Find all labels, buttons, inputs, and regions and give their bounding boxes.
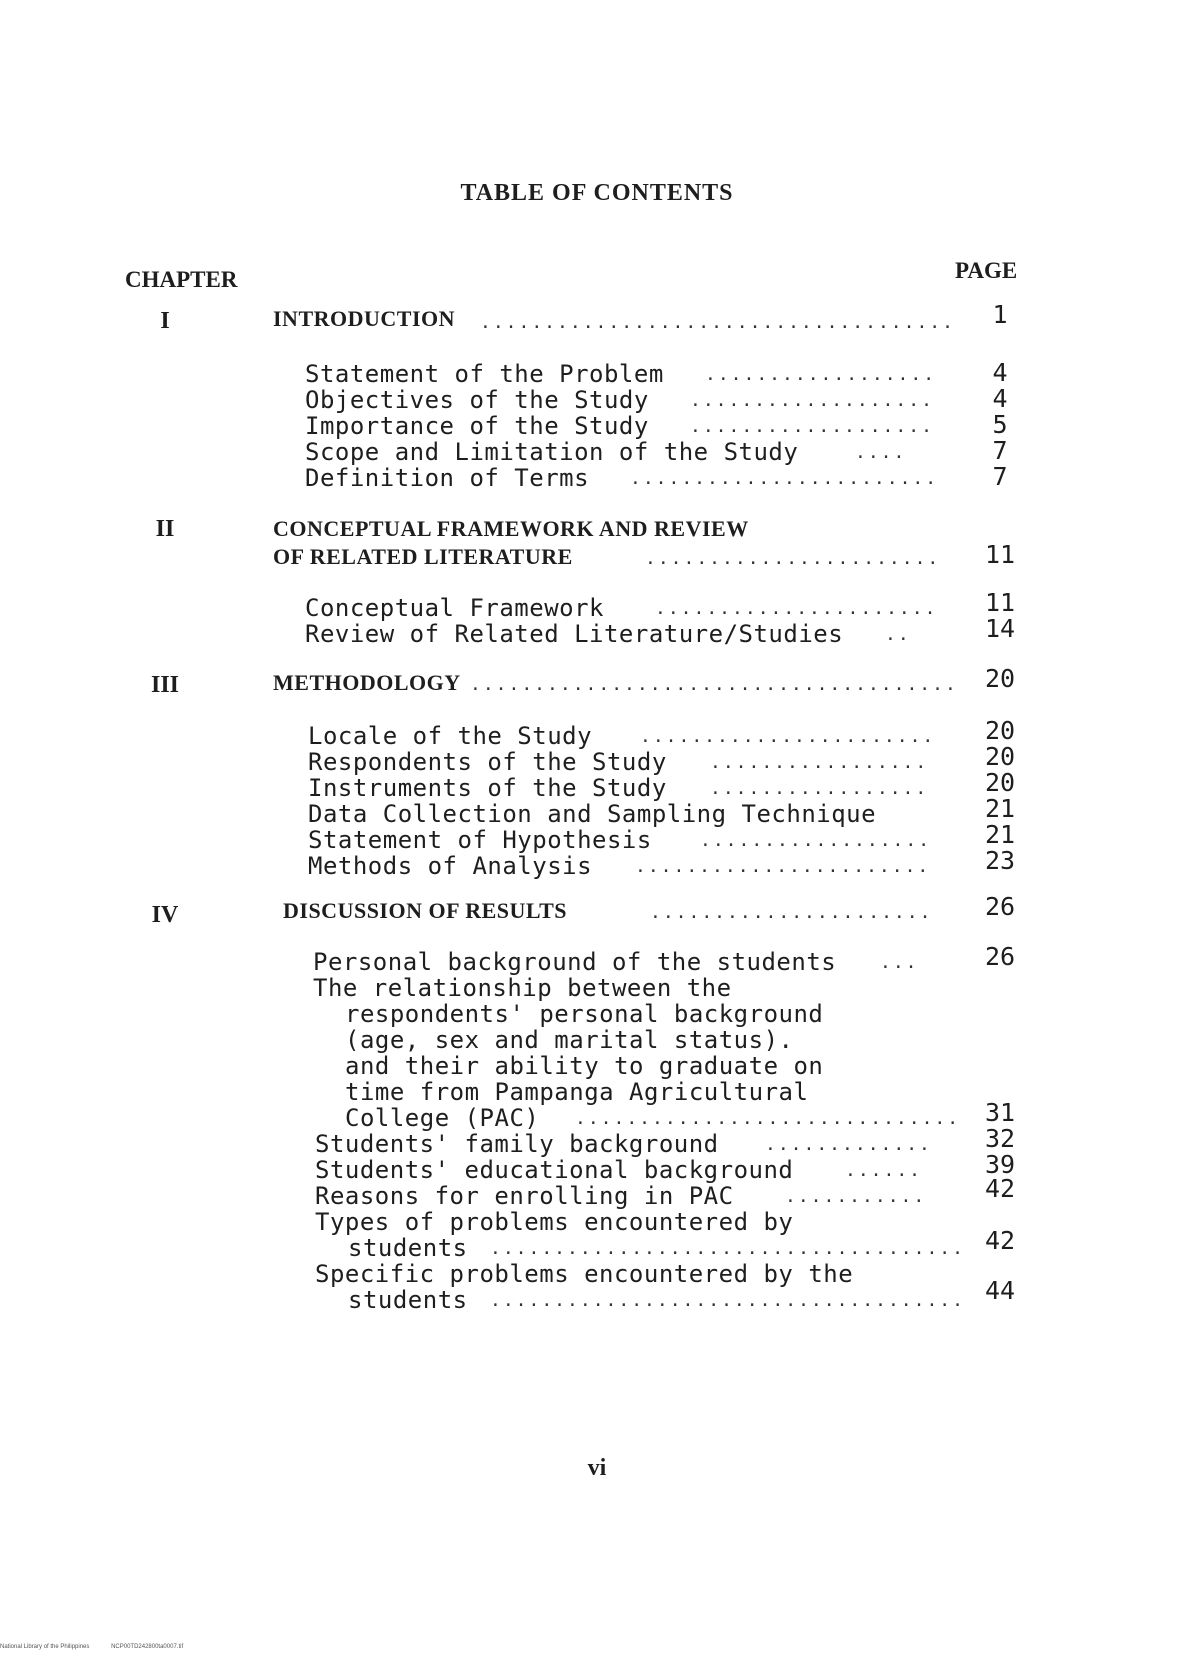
chapter-numeral: III xyxy=(150,672,180,698)
dot-leader: ....................... xyxy=(645,548,941,569)
toc-entry: Conceptual Framework xyxy=(305,594,604,622)
toc-entry-page: 31 xyxy=(984,1098,1016,1127)
toc-entry-page: 32 xyxy=(984,1124,1016,1153)
chapter-title: INTRODUCTION xyxy=(273,306,456,331)
dot-leader: ............. xyxy=(765,1134,932,1155)
toc-entry: Respondents of the Study xyxy=(308,748,667,776)
toc-entry-page: 23 xyxy=(984,846,1016,875)
scan-filename: NCP00TD242800ta0007.tif xyxy=(111,1644,184,1650)
toc-entry-page: 4 xyxy=(992,384,1008,413)
dot-leader: ................... xyxy=(690,416,934,437)
chapter-page: 26 xyxy=(984,892,1016,921)
toc-entry: Review of Related Literature/Studies xyxy=(305,620,844,648)
dot-leader: ....................... xyxy=(635,856,931,877)
toc-entry: Statement of the Problem xyxy=(305,360,664,388)
toc-entry-page: 4 xyxy=(992,358,1008,387)
toc-entry-page: 5 xyxy=(992,410,1008,439)
toc-entry: Statement of Hypothesis xyxy=(308,826,652,854)
chapter-page: 20 xyxy=(984,664,1016,693)
dot-leader: ................... xyxy=(690,390,934,411)
toc-entry: Instruments of the Study xyxy=(308,774,667,802)
toc-entry: Personal background of the students xyxy=(313,948,837,976)
chapter-page: 1 xyxy=(992,300,1008,329)
toc-entry-continued: respondents' personal background xyxy=(345,1000,824,1028)
toc-entry-continued: College (PAC) xyxy=(345,1104,540,1132)
chapter-numeral: II xyxy=(155,516,175,542)
toc-entry-page: 21 xyxy=(984,820,1016,849)
toc-entry-page: 42 xyxy=(984,1226,1016,1255)
scan-footer xyxy=(0,1644,203,1650)
toc-entry-page: 42 xyxy=(984,1174,1016,1203)
dot-leader: .... xyxy=(855,442,907,463)
toc-entry: Scope and Limitation of the Study xyxy=(305,438,799,466)
chapter-page: 11 xyxy=(984,540,1016,569)
toc-entry-continued: (age, sex and marital status). xyxy=(345,1026,794,1054)
dot-leader: ..................................... xyxy=(490,1238,965,1259)
toc-entry: Types of problems encountered by xyxy=(315,1208,794,1236)
dot-leader: ... xyxy=(880,952,919,973)
toc-entry-page: 21 xyxy=(984,794,1016,823)
toc-entry-continued: students xyxy=(348,1286,468,1314)
page-number: vi xyxy=(587,1455,607,1481)
toc-entry: Reasons for enrolling in PAC xyxy=(315,1182,734,1210)
library-credit: National Library of the Philippines xyxy=(0,1644,90,1650)
toc-entry-continued: time from Pampanga Agricultural xyxy=(345,1078,809,1106)
toc-entry: Importance of the Study xyxy=(305,412,649,440)
dot-leader: ...... xyxy=(845,1160,923,1181)
toc-entry-continued: and their ability to graduate on xyxy=(345,1052,824,1080)
dot-leader: .. xyxy=(885,624,911,645)
toc-entry: Data Collection and Sampling Technique xyxy=(308,800,877,828)
toc-entry: Students' family background xyxy=(315,1130,719,1158)
page-title: TABLE OF CONTENTS xyxy=(460,180,734,206)
dot-leader: ................. xyxy=(710,778,929,799)
chapter-numeral: IV xyxy=(151,902,179,928)
toc-entry-page: 20 xyxy=(984,768,1016,797)
dot-leader: ....................... xyxy=(640,726,936,747)
dot-leader: ...................... xyxy=(650,902,933,923)
dot-leader: ..................................... xyxy=(480,312,955,333)
dot-leader: ........... xyxy=(785,1186,927,1207)
toc-entry: Objectives of the Study xyxy=(305,386,649,414)
dot-leader: ...................... xyxy=(655,598,938,619)
chapter-title: DISCUSSION OF RESULTS xyxy=(283,898,567,923)
toc-entry: The relationship between the xyxy=(313,974,732,1002)
toc-entry: Definition of Terms xyxy=(305,464,590,492)
dot-leader: .............................. xyxy=(575,1108,961,1129)
toc-entry-continued: students xyxy=(348,1234,468,1262)
chapter-title: METHODOLOGY xyxy=(273,670,461,695)
dot-leader: ...................................... xyxy=(470,674,958,695)
toc-entry-page: 7 xyxy=(992,462,1008,491)
toc-entry-page: 14 xyxy=(984,614,1016,643)
toc-entry: Students' educational background xyxy=(315,1156,794,1184)
chapter-column-header: CHAPTER xyxy=(125,267,238,292)
chapter-numeral: I xyxy=(160,308,170,334)
toc-entry: Methods of Analysis xyxy=(308,852,593,880)
toc-entry-page: 44 xyxy=(984,1276,1016,1305)
toc-entry-page: 20 xyxy=(984,742,1016,771)
page-column-header: PAGE xyxy=(955,258,1018,283)
toc-entry-page: 39 xyxy=(984,1150,1016,1179)
dot-leader: ................. xyxy=(710,752,929,773)
toc-entry: Locale of the Study xyxy=(308,722,593,750)
toc-entry-page: 7 xyxy=(992,436,1008,465)
toc-entry-page: 26 xyxy=(984,942,1016,971)
dot-leader: ........................ xyxy=(630,468,939,489)
chapter-title: CONCEPTUAL FRAMEWORK AND REVIEW xyxy=(273,516,749,541)
toc-entry-page: 11 xyxy=(984,588,1016,617)
chapter-title-line2: OF RELATED LITERATURE xyxy=(273,544,573,569)
toc-entry-page: 20 xyxy=(984,716,1016,745)
toc-entry: Specific problems encountered by the xyxy=(315,1260,854,1288)
dot-leader: .................. xyxy=(705,364,937,385)
dot-leader: .................. xyxy=(700,830,932,851)
dot-leader: ..................................... xyxy=(490,1290,965,1311)
